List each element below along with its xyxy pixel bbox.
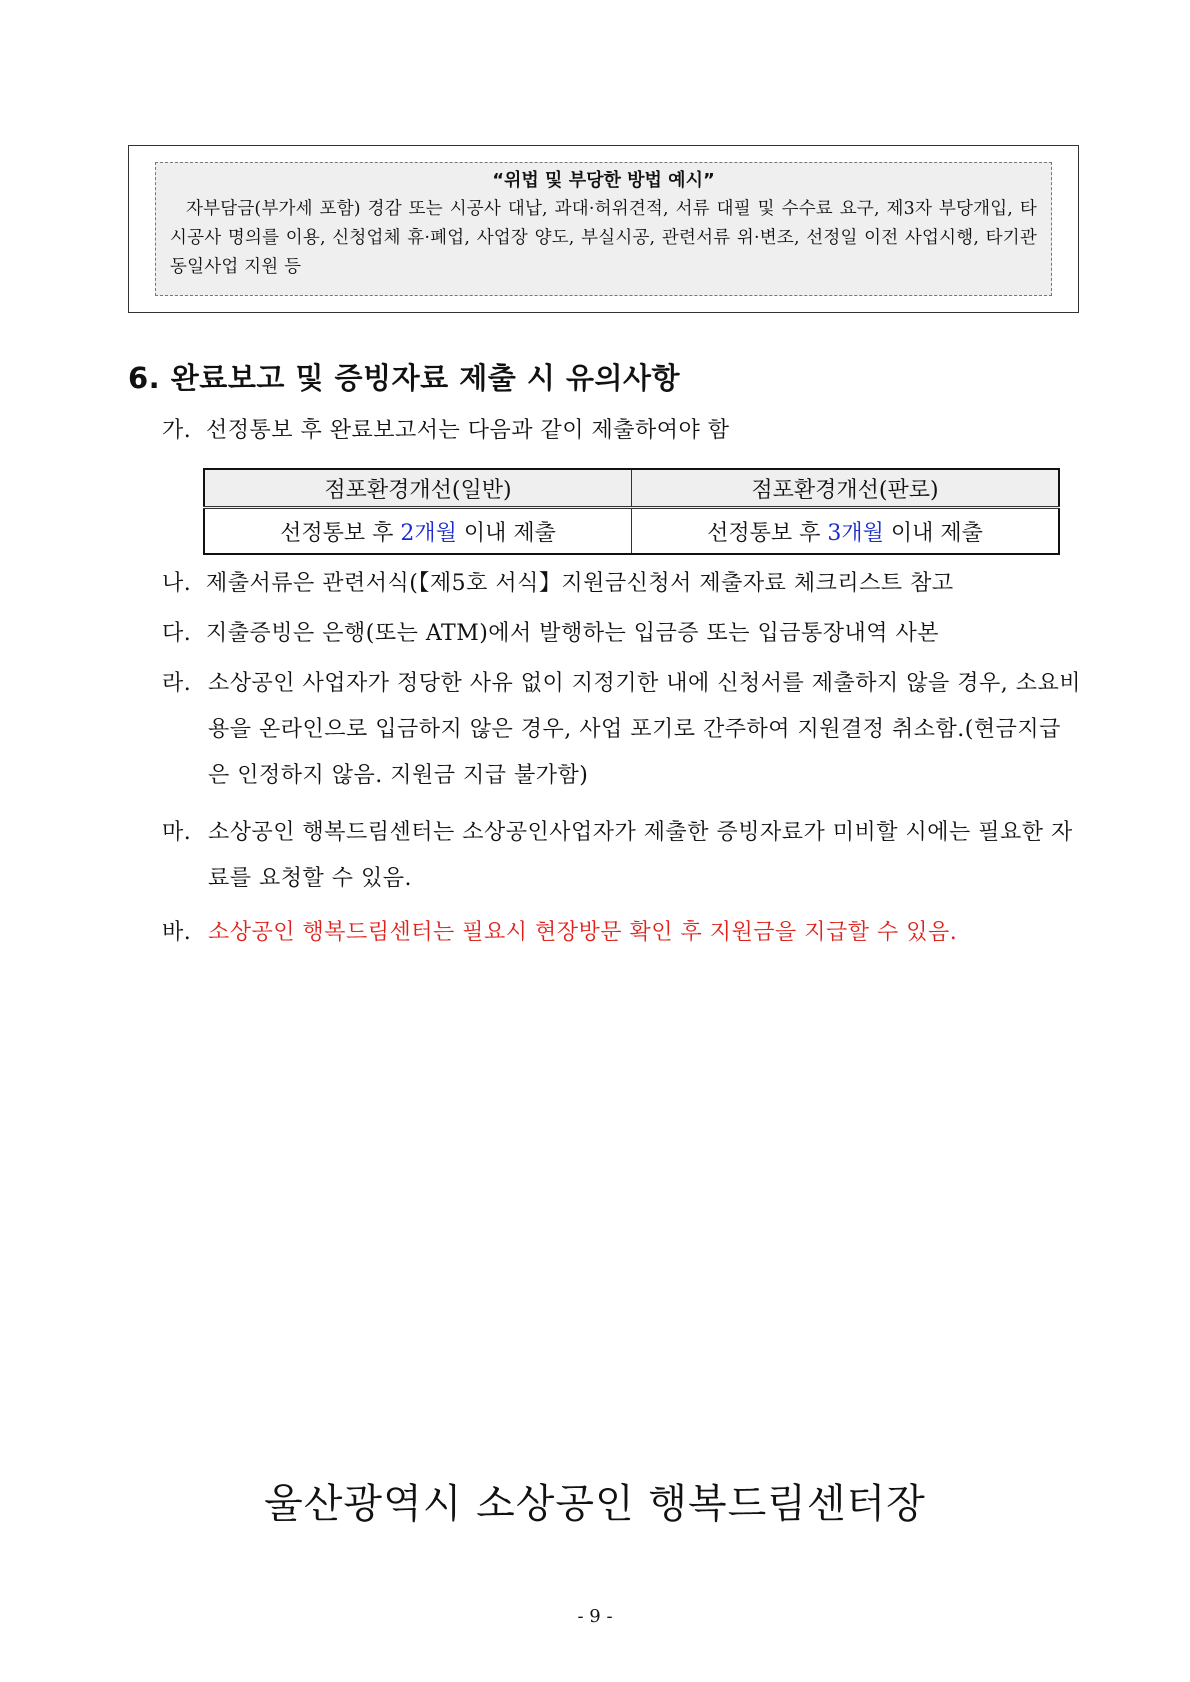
item-ga-label: 가.	[162, 418, 192, 443]
section-heading: 6. 완료보고 및 증빙자료 제출 시 유의사항	[128, 361, 680, 395]
item-ma-text: 소상공인 행복드림센터는 소상공인사업자가 제출한 증빙자료가 미비할 시에는 필요한 자료를 요청할 수 있음.	[208, 820, 1073, 891]
notice-body: 자부담금(부가세 포함) 경감 또는 시공사 대납, 과대·허위견적, 서류 대필 및 수수료 요구, 제3자 부당개입, 타 시공사 명의를 이용, 신청업체 휴·폐업, 사업장 양도, 부실시공, 관련서류 위·변조, 선정일 이전 사업시행, 타기관 동일사업 지원 등	[170, 199, 1037, 277]
cell-sales-period: 3개월	[827, 520, 884, 546]
submission-period-table	[203, 468, 1060, 555]
item-ba-text: 소상공인 행복드림센터는 필요시 현장방문 확인 후 지원금을 지급할 수 있음.	[208, 920, 958, 945]
cell-general-prefix: 선정통보 후	[280, 520, 401, 546]
table-header-sales: 점포환경개선(판로)	[632, 469, 1060, 508]
item-da-label: 다.	[162, 621, 192, 646]
notice-inner	[155, 162, 1052, 296]
page-number: - 9 -	[577, 1606, 613, 1627]
item-da	[162, 611, 1082, 657]
item-na-label: 나.	[162, 571, 192, 596]
cell-sales-prefix: 선정통보 후	[707, 520, 828, 546]
item-ga-text: 선정통보 후 완료보고서는 다음과 같이 제출하여야 함	[206, 418, 730, 443]
item-na-text: 제출서류은 관련서식(【제5호 서식】지원금신청서 제출자료 체크리스트 참고	[206, 571, 954, 596]
item-ba	[162, 910, 1082, 956]
item-ra-text: 소상공인 사업자가 정당한 사유 없이 지정기한 내에 신청서를 제출하지 않을 경우, 소요비용을 온라인으로 입금하지 않은 경우, 사업 포기로 간주하여 지원결정 취소함.(현금지급은 인정하지 않음. 지원금 지급 불가함)	[208, 671, 1081, 788]
table-header-general: 점포환경개선(일반)	[204, 469, 632, 508]
table-cell-sales	[632, 508, 1060, 555]
item-ra-label: 라.	[162, 671, 192, 696]
notice-box	[128, 145, 1079, 313]
item-ma	[162, 810, 1082, 902]
table-row	[204, 508, 1059, 555]
cell-sales-suffix: 이내 제출	[883, 520, 983, 546]
cell-general-period: 2개월	[400, 520, 457, 546]
signature: 울산광역시 소상공인 행복드림센터장	[264, 1481, 926, 1527]
item-na	[162, 561, 1082, 607]
cell-general-suffix: 이내 제출	[456, 520, 556, 546]
table-cell-general	[204, 508, 632, 555]
item-ba-label: 바.	[162, 920, 192, 945]
item-da-text: 지출증빙은 은행(또는 ATM)에서 발행하는 입금증 또는 입금통장내역 사본	[206, 621, 940, 646]
item-ga	[162, 408, 1082, 454]
notice-title: “위법 및 부당한 방법 예시”	[492, 170, 715, 191]
item-ra	[162, 661, 1082, 799]
item-ma-label: 마.	[162, 820, 192, 845]
